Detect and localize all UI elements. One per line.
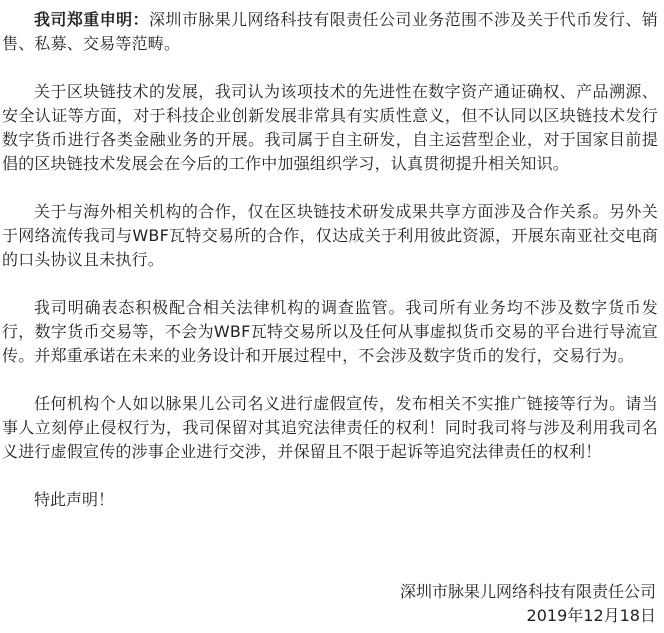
- statement-intro-paragraph: [2, 8, 658, 56]
- paragraph-false-promotion: 任何机构个人如以脉果儿公司名义进行虚假宣传，发布相关不实推广链接等行为。请当事人立刻停止侵权行为，我司保留对其追究法律责任的权利！同时我司将与涉及利用我司名义进行虚假宣传的涉事企业进行交涉，并保留且不限于起诉等追究法律责任的权利！: [2, 394, 658, 461]
- signature-organization: 深圳市脉果儿网络科技有限责任公司: [399, 582, 656, 601]
- statement-closing: 特此声明！: [34, 490, 115, 509]
- paragraph-overseas-cooperation: 关于与海外相关机构的合作，仅在区块链技术研发成果共享方面涉及合作关系。另外关于网络流传我司与WBF瓦特交易所的合作，仅达成关于利用彼此资源，开展东南亚社交电商的口头协议且未执行。: [2, 202, 658, 269]
- paragraph-regulation: 我司明确表态积极配合相关法律机构的调查监管。我司所有业务均不涉及数字货币发行，数字货币交易等，不会为WBF瓦特交易所以及任何从事虚拟货币交易的平台进行导流宣传。并郑重承诺在未来的业务设计和开展过程中，不会涉及数字货币的发行，交易行为。: [2, 298, 658, 365]
- statement-lead: 我司郑重申明：: [34, 10, 149, 29]
- paragraph-blockchain: 关于区块链技术的发展，我司认为该项技术的先进性在数字资产通证确权、产品溯源、安全认证等方面，对于科技企业创新发展非常具有实质性意义，但不认同以区块链技术发行数字货币进行各类金融业务的开展。我司属于自主研发，自主运营型企业，对于国家目前提倡的区块链技术发展会在今后的工作中加强组织学习，认真贯彻提升相关知识。: [2, 82, 658, 173]
- statement-intro: 深圳市脉果儿网络科技有限责任公司业务范围不涉及关于代币发行、销售、私募、交易等范畴。: [2, 10, 659, 53]
- signature-date: 2019年12月18日: [526, 606, 656, 625]
